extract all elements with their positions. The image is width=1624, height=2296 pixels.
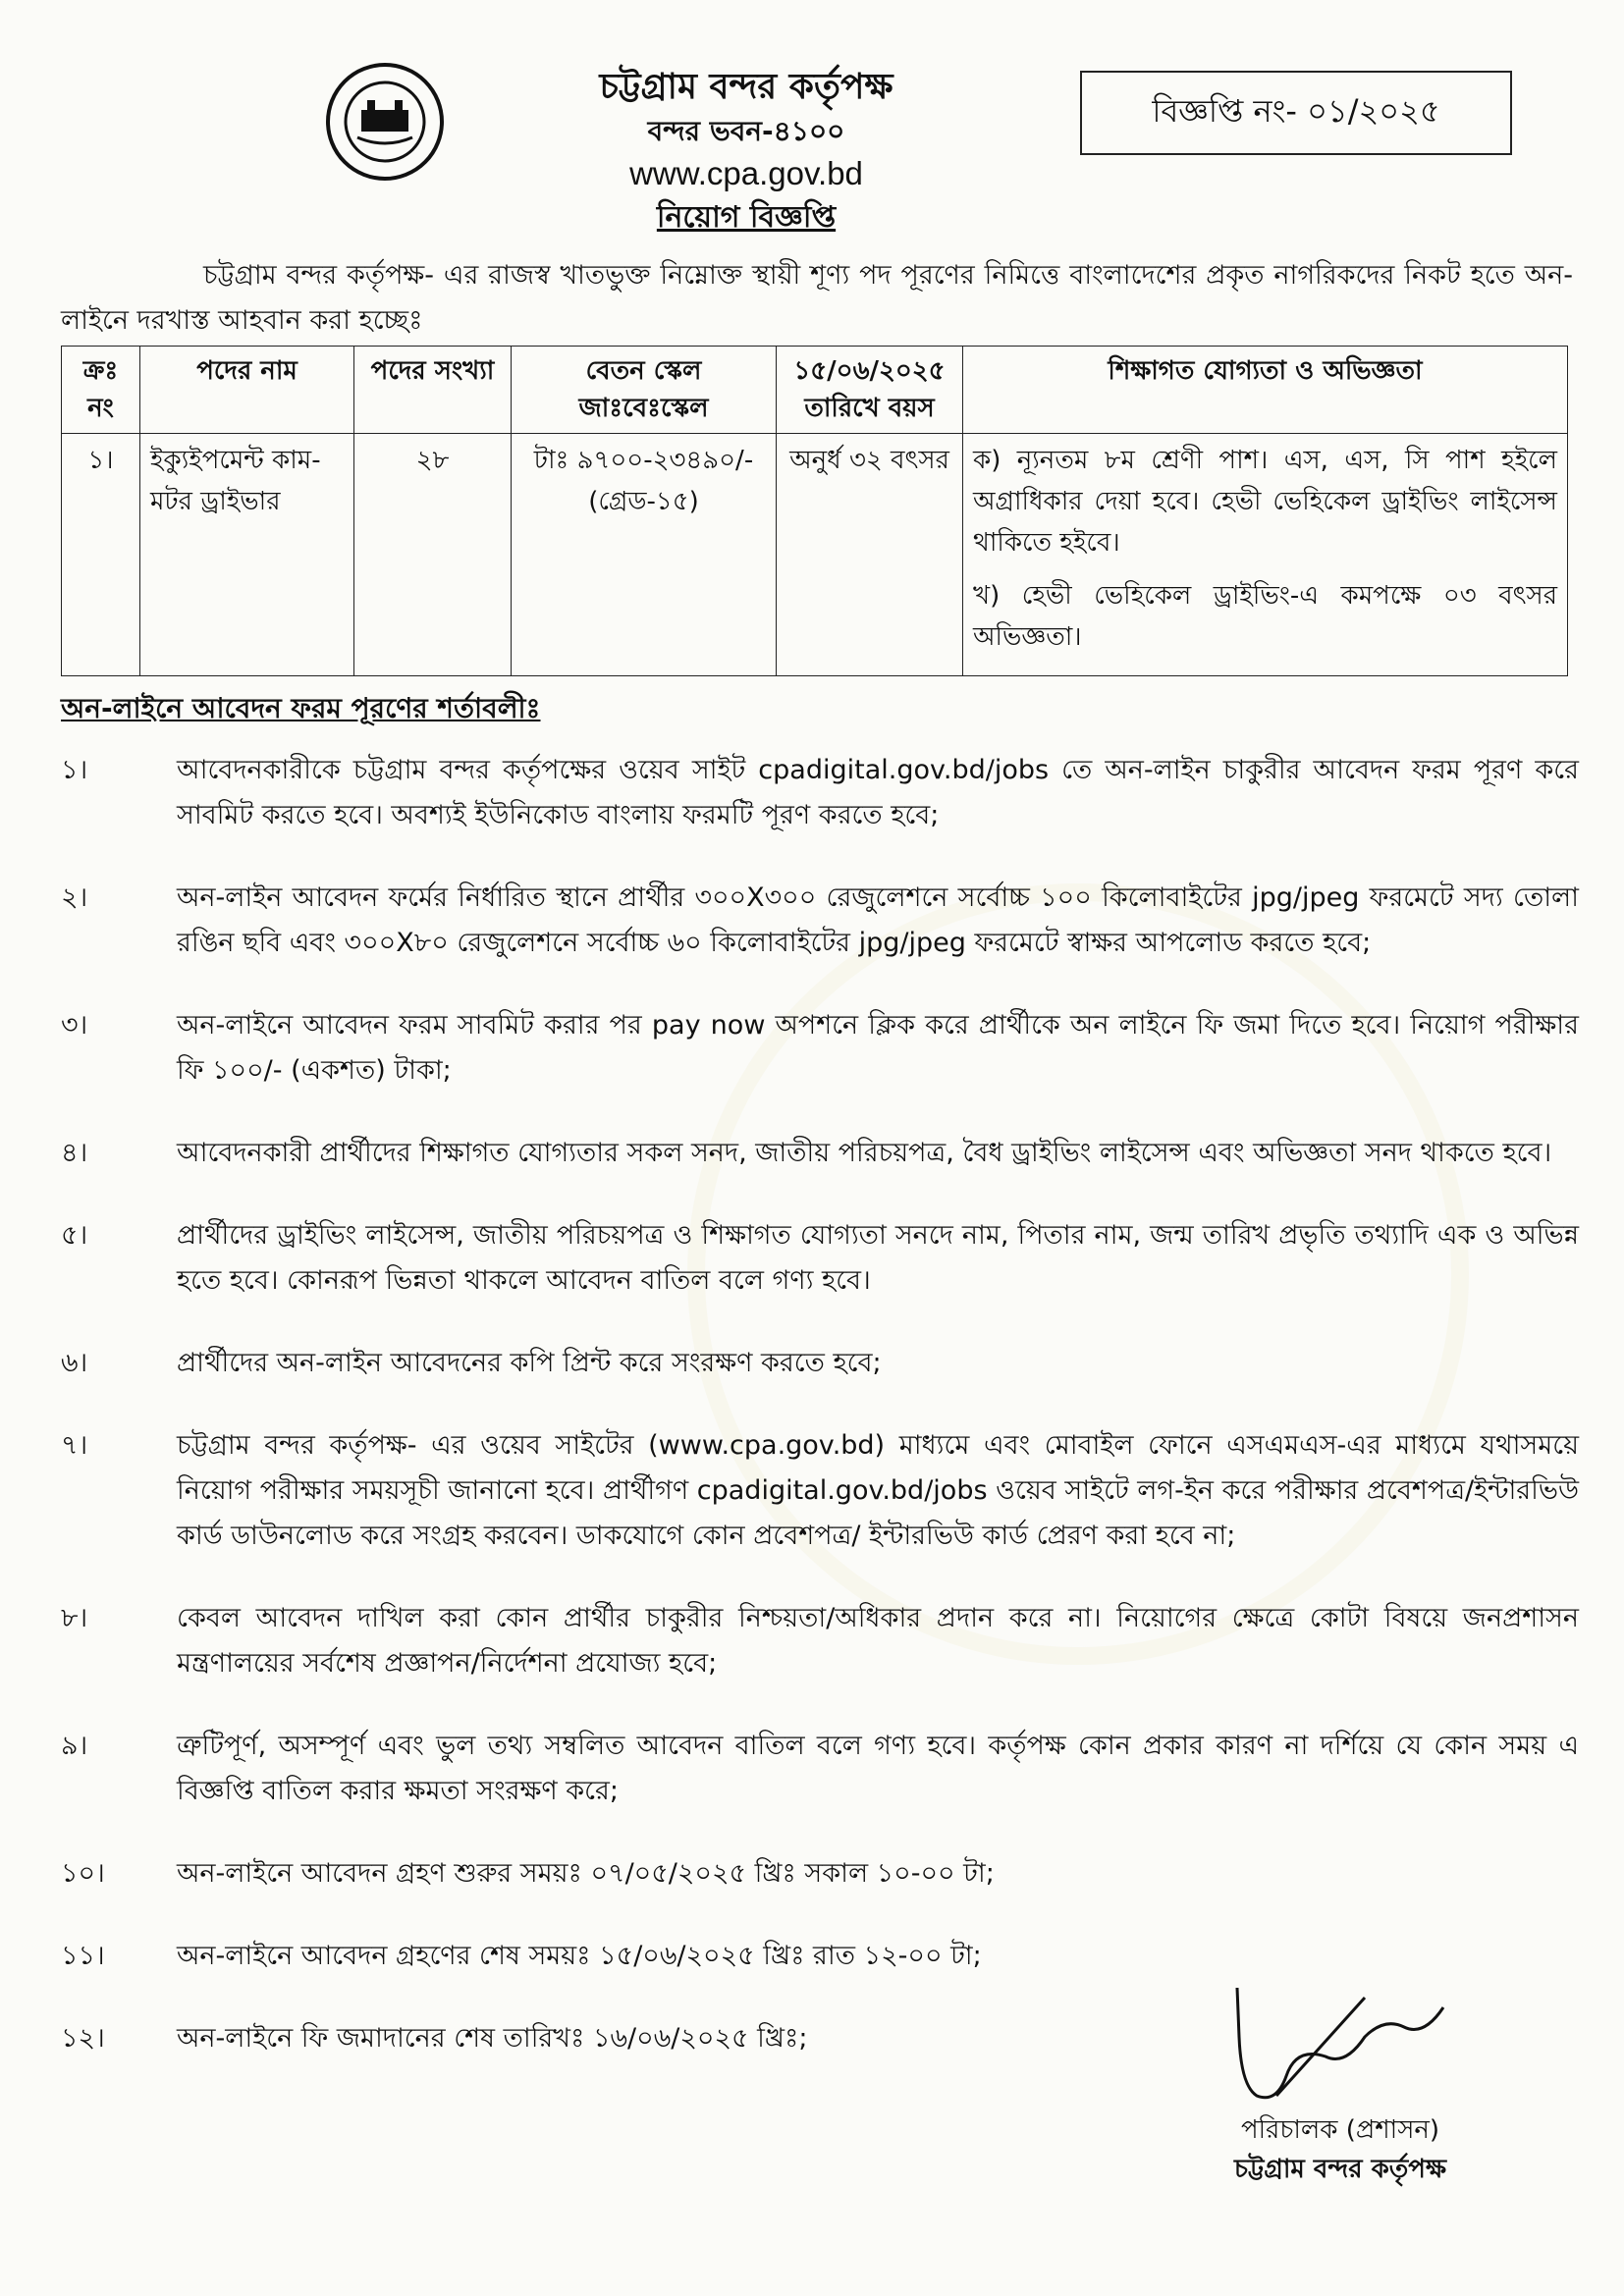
- term-number: ৮।: [61, 1603, 88, 1633]
- port-authority-logo-icon: [324, 61, 446, 183]
- header-qualification: শিক্ষাগত যোগ্যতা ও অভিজ্ঞতা: [963, 347, 1568, 434]
- term-text: অন-লাইনে আবেদন গ্রহণ শুরুর সময়ঃ ০৭/০৫/২০২৫ খ্রিঃ সকাল ১০-০০ টা;: [177, 1858, 995, 1889]
- term-number: ৩।: [61, 1010, 88, 1041]
- list-item: [61, 1596, 1579, 1686]
- signatory-block: [1164, 2110, 1517, 2189]
- list-item: [61, 1724, 1579, 1814]
- table-row: [62, 434, 1568, 676]
- handwritten-signature-icon: [1218, 1978, 1453, 2115]
- letterhead: [471, 63, 1021, 240]
- header-age-limit: ১৫/০৬/২০২৫ তারিখে বয়স: [777, 347, 963, 434]
- term-number: ৬।: [61, 1348, 88, 1378]
- cell-pay-scale: টাঃ ৯৭০০-২৩৪৯০/- (গ্রেড-১৫): [512, 434, 777, 676]
- term-number: ৭।: [61, 1430, 88, 1461]
- term-text: ত্রুটিপূর্ণ, অসম্পূর্ণ এবং ভুল তথ্য সম্বলিত আবেদন বাতিল বলে গণ্য হবে। কর্তৃপক্ষ কোন প্রকার কারণ না দর্শিয়ে যে কোন সময় এ বিজ্ঞপ্তি বাতিল করার ক্ষমতা সংরক্ষণ করে;: [177, 1731, 1579, 1806]
- header-serial: ক্রঃ নং: [62, 347, 140, 434]
- vacancy-table: [61, 346, 1568, 676]
- term-number: ৪।: [61, 1138, 88, 1168]
- term-text: আবেদনকারী প্রার্থীদের শিক্ষাগত যোগ্যতার সকল সনদ, জাতীয় পরিচয়পত্র, বৈধ ড্রাইভিং লাইসেন্স এবং অভিজ্ঞতা সনদ থাকতে হবে।: [177, 1138, 1552, 1168]
- cell-post-name: ইক্যুইপমেন্ট কাম- মটর ড্রাইভার: [140, 434, 354, 676]
- list-item: [61, 1003, 1579, 1094]
- terms-heading: অন-লাইনে আবেদন ফরম পূরণের শর্তাবলীঃ: [61, 692, 541, 724]
- list-item: [61, 1341, 1579, 1386]
- list-item: [61, 876, 1579, 966]
- cell-post-count: ২৮: [354, 434, 512, 676]
- cell-qualification: [963, 434, 1568, 676]
- table-header-row: [62, 347, 1568, 434]
- term-text: প্রার্থীদের অন-লাইন আবেদনের কপি প্রিন্ট করে সংরক্ষণ করতে হবে;: [177, 1348, 882, 1378]
- terms-list: [61, 748, 1579, 2099]
- signatory-title: পরিচালক (প্রশাসন): [1240, 2115, 1440, 2145]
- header-post-count: পদের সংখ্যা: [354, 347, 512, 434]
- list-item: [61, 748, 1579, 838]
- term-number: ১১।: [61, 1941, 105, 1971]
- term-text: অন-লাইন আবেদন ফর্মের নির্ধারিত স্থানে প্রার্থীর ৩০০X৩০০ রেজুলেশনে সর্বোচ্চ ১০০ কিলোবাইটের jpg/jpeg ফরমেটে সদ্য তোলা রঙিন ছবি এবং ৩০০X৮০ রেজুলেশনে সর্বোচ্চ ৬০ কিলোবাইটের jpg/jpeg ফরমেটে স্বাক্ষর আপলোড করতে হবে;: [177, 882, 1579, 958]
- term-text: অন-লাইনে ফি জমাদানের শেষ তারিখঃ ১৬/০৬/২০২৫ খ্রিঃ;: [177, 2023, 808, 2054]
- intro-paragraph: চট্টগ্রাম বন্দর কর্তৃপক্ষ- এর রাজস্ব খাতভুক্ত নিম্নোক্ত স্থায়ী শূণ্য পদ পূরণের নিমিত্তে বাংলাদেশের প্রকৃত নাগরিকদের নিকট হতে অন-লাইনে দরখাস্ত আহবান করা হচ্ছেঃ: [61, 260, 1573, 336]
- term-number: ৫।: [61, 1220, 88, 1251]
- term-text: অন-লাইনে আবেদন গ্রহণের শেষ সময়ঃ ১৫/০৬/২০২৫ খ্রিঃ রাত ১২-০০ টা;: [177, 1941, 982, 1971]
- signatory-organization: চট্টগ্রাম বন্দর কর্তৃপক্ষ: [1233, 2155, 1447, 2184]
- term-number: ২।: [61, 882, 88, 913]
- term-text: কেবল আবেদন দাখিল করা কোন প্রার্থীর চাকুরীর নিশ্চয়তা/অধিকার প্রদান করে না। নিয়োগের ক্ষেত্রে কোটা বিষয়ে জনপ্রশাসন মন্ত্রণালয়ের সর্বশেষ প্রজ্ঞাপন/নির্দেশনা প্রযোজ্য হবে;: [177, 1603, 1579, 1679]
- list-item: [61, 1131, 1579, 1176]
- office-address: বন্দর ভবন-৪১০০: [647, 115, 845, 147]
- term-text: অন-লাইনে আবেদন ফরম সাবমিট করার পর pay now অপশনে ক্লিক করে প্রার্থীকে অন লাইনে ফি জমা দিতে হবে। নিয়োগ পরীক্ষার ফি ১০০/- (একশত) টাকা;: [177, 1010, 1579, 1086]
- term-number: ১০।: [61, 1858, 105, 1889]
- term-number: ৯।: [61, 1731, 88, 1761]
- list-item: [61, 1423, 1579, 1559]
- cell-age-limit: অনুর্ধ ৩২ বৎসর: [777, 434, 963, 676]
- term-number: ১।: [61, 755, 88, 785]
- header-pay-scale: বেতন স্কেল জাঃবেঃস্কেল: [512, 347, 777, 434]
- term-number: ১২।: [61, 2023, 105, 2054]
- list-item: [61, 1934, 1579, 1979]
- term-text: প্রার্থীদের ড্রাইভিং লাইসেন্স, জাতীয় পরিচয়পত্র ও শিক্ষাগত যোগ্যতা সনদে নাম, পিতার নাম, জন্ম তারিখ প্রভৃতি তথ্যাদি এক ও অভিন্ন হতে হবে। কোনরূপ ভিন্নতা থাকলে আবেদন বাতিল বলে গণ্য হবে।: [177, 1220, 1579, 1296]
- qualification-b: খ) হেভী ভেহিকেল ড্রাইভিং-এ কমপক্ষে ০৩ বৎসর অভিজ্ঞতা।: [973, 581, 1557, 652]
- cell-serial: ১।: [62, 434, 140, 676]
- organization-name: চট্টগ্রাম বন্দর কর্তৃপক্ষ: [599, 67, 893, 107]
- qualification-a: ক) ন্যূনতম ৮ম শ্রেণী পাশ। এস, এস, সি পাশ হইলে অগ্রাধিকার দেয়া হবে। হেভী ভেহিকেল ড্রাইভিং লাইসেন্স থাকিতে হইবে।: [973, 446, 1557, 558]
- notice-title: নিয়োগ বিজ্ঞপ্তি: [656, 200, 837, 235]
- header-post-name: পদের নাম: [140, 347, 354, 434]
- circular-number-box: বিজ্ঞপ্তি নং- ০১/২০২৫: [1080, 71, 1512, 155]
- website-url: www.cpa.gov.bd: [629, 155, 863, 191]
- term-text: আবেদনকারীকে চট্টগ্রাম বন্দর কর্তৃপক্ষের ওয়েব সাইট cpadigital.gov.bd/jobs তে অন-লাইন চাকুরীর আবেদন ফরম পূরণ করে সাবমিট করতে হবে। অবশ্যই ইউনিকোড বাংলায় ফরমটি পূরণ করতে হবে;: [177, 755, 1579, 830]
- list-item: [61, 1851, 1579, 1896]
- term-text: চট্টগ্রাম বন্দর কর্তৃপক্ষ- এর ওয়েব সাইটের (www.cpa.gov.bd) মাধ্যমে এবং মোবাইল ফোনে এসএমএস-এর মাধ্যমে যথাসময়ে নিয়োগ পরীক্ষার সময়সূচী জানানো হবে। প্রার্থীগণ cpadigital.gov.bd/jobs ওয়েব সাইটে লগ-ইন করে পরীক্ষার প্রবেশপত্র/ইন্টারভিউ কার্ড ডাউনলোড করে সংগ্রহ করবেন। ডাকযোগে কোন প্রবেশপত্র/ ইন্টারভিউ কার্ড প্রেরণ করা হবে না;: [177, 1430, 1579, 1551]
- list-item: [61, 1213, 1579, 1304]
